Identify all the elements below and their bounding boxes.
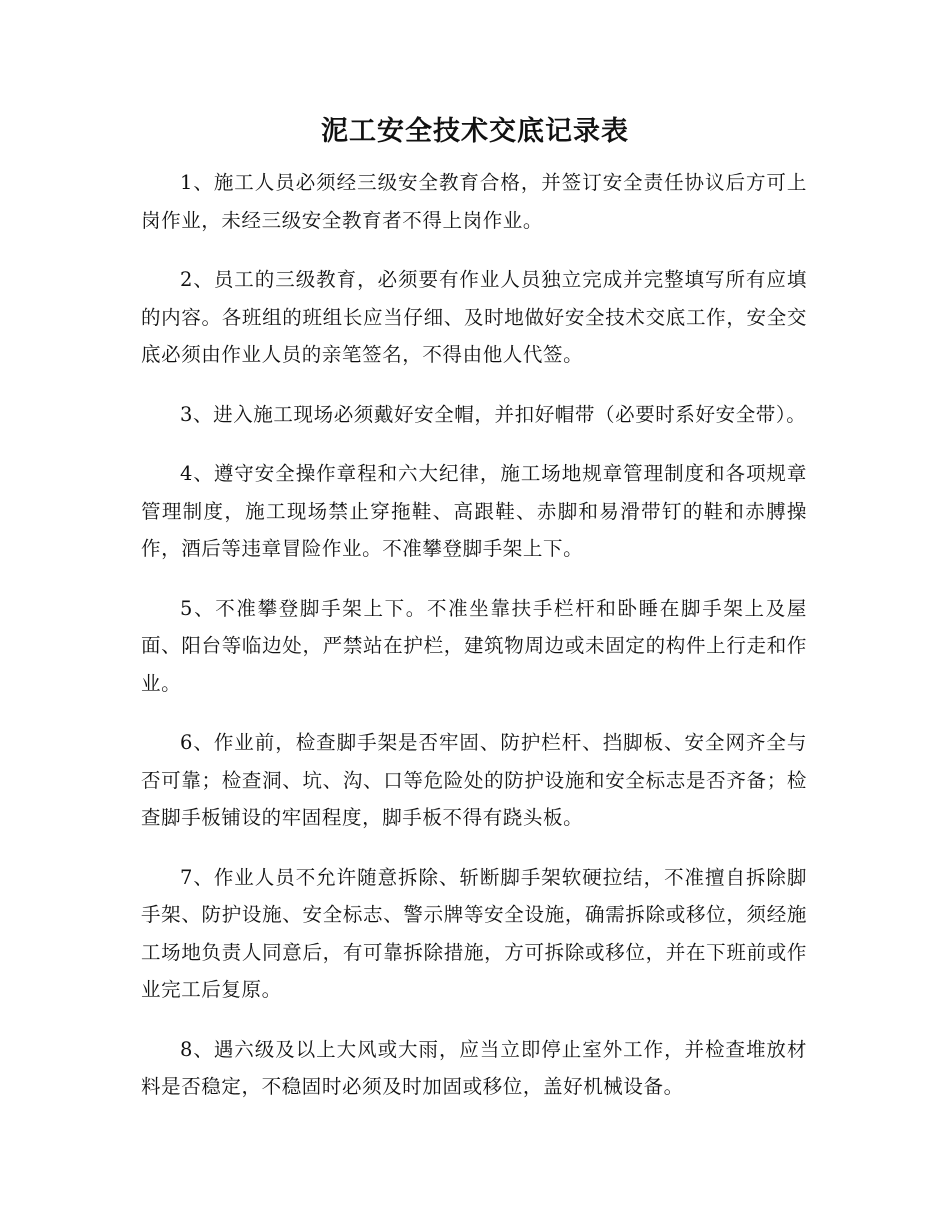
paragraph-7: 7、作业人员不允许随意拆除、斩断脚手架软硬拉结，不准擅自拆除脚手架、防护设施、安全标志、警示牌等安全设施，确需拆除或移位，须经施工场地负责人同意后，有可靠拆除措施，方可拆除或移位，并在下班前或作业完工后复原。	[141, 865, 807, 1001]
paragraph-8: 8、遇六级及以上大风或大雨，应当立即停止室外工作，并检查堆放材料是否稳定，不稳固时必须及时加固或移位，盖好机械设备。	[141, 1037, 807, 1098]
paragraph-6: 6、作业前，检查脚手架是否牢固、防护栏杆、挡脚板、安全网齐全与否可靠；检查洞、坑、沟、口等危险处的防护设施和安全标志是否齐备；检查脚手板铺设的牢固程度，脚手板不得有跷头板。	[141, 731, 807, 829]
paragraph-1: 1、施工人员必须经三级安全教育合格，并签订安全责任协议后方可上岗作业，未经三级安全教育者不得上岗作业。	[141, 171, 807, 232]
paragraph-3: 3、进入施工现场必须戴好安全帽，并扣好帽带（必要时系好安全带）。	[180, 402, 807, 426]
document-body	[141, 164, 807, 1128]
paragraph-4: 4、遵守安全操作章程和六大纪律，施工场地规章管理制度和各项规章管理制度，施工现场禁止穿拖鞋、高跟鞋、赤脚和易滑带钉的鞋和赤膊操作，酒后等违章冒险作业。不准攀登脚手架上下。	[141, 462, 807, 560]
paragraph-2: 2、员工的三级教育，必须要有作业人员独立完成并完整填写所有应填的内容。各班组的班组长应当仔细、及时地做好安全技术交底工作，安全交底必须由作业人员的亲笔签名，不得由他人代签。	[141, 268, 807, 366]
document-title: 泥工安全技术交底记录表	[321, 116, 629, 147]
paragraph-5: 5、不准攀登脚手架上下。不准坐靠扶手栏杆和卧睡在脚手架上及屋面、阳台等临边处，严禁站在护栏，建筑物周边或未固定的构件上行走和作业。	[141, 596, 807, 695]
